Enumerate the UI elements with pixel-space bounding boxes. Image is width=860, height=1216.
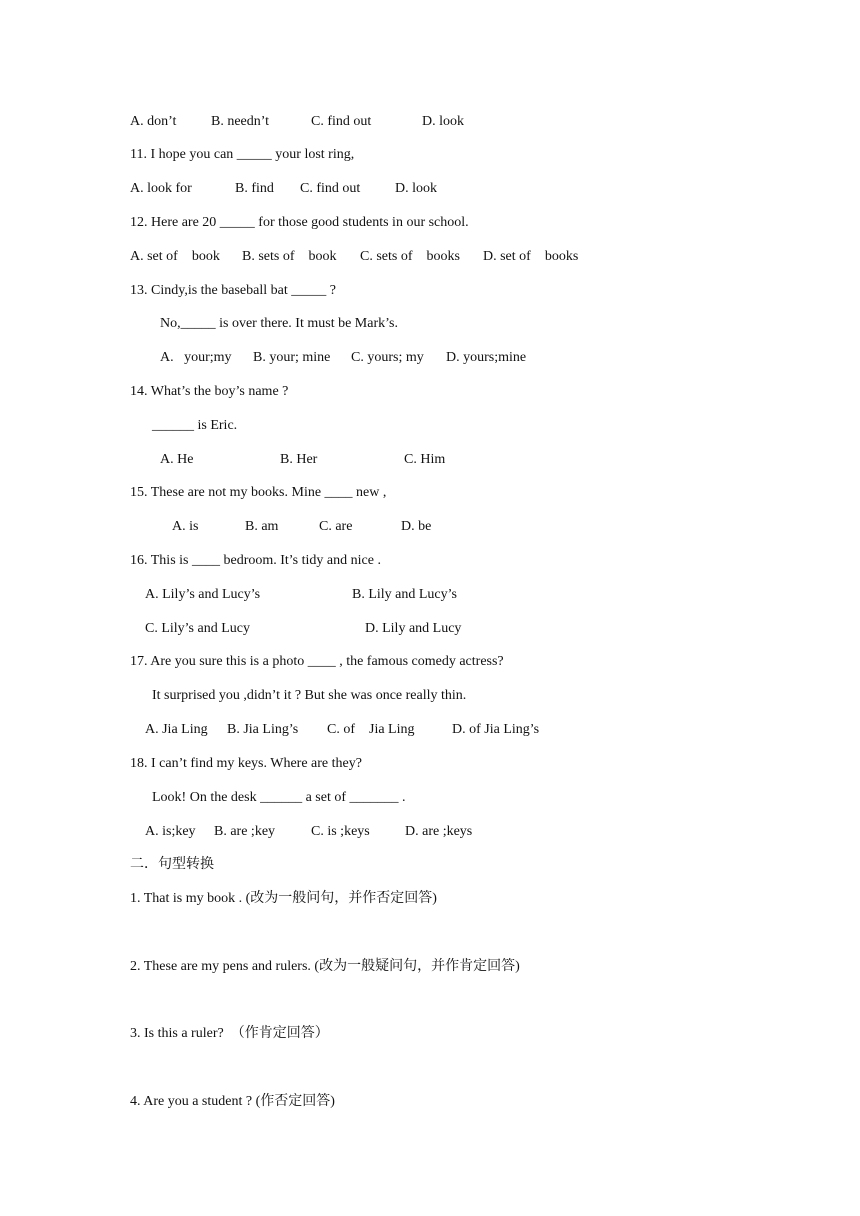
q14-option-b: B. Her	[280, 452, 318, 467]
section-2-heading: 二．句型转换	[130, 857, 214, 872]
q14-option-c: C. Him	[404, 452, 446, 467]
q13-option-c: C. yours; my	[351, 350, 424, 365]
q12-question: 12. Here are 20 _____ for those good students in our school.	[130, 215, 469, 230]
q13-option-d: D. yours;mine	[446, 350, 527, 365]
q17-option-a: A. Jia Ling	[145, 722, 208, 737]
q18-answer-line: Look! On the desk ______ a set of _______ .	[152, 790, 406, 805]
q13-option-b: B. your; mine	[253, 350, 331, 365]
q14-question: 14. What’s the boy’s name ?	[130, 384, 289, 399]
q15-option-a: A. is	[172, 519, 199, 534]
q15-option-c: C. are	[319, 519, 353, 534]
q16-question: 16. This is ____ bedroom. It’s tidy and nice .	[130, 553, 381, 568]
q11-option-b: B. find	[235, 181, 274, 196]
q10-option-c: C. find out	[311, 114, 372, 129]
transform-item-4: 4. Are you a student ? (作否定回答)	[130, 1094, 335, 1109]
q12-option-a: A. set of book	[130, 249, 220, 264]
q17-option-d: D. of Jia Ling’s	[452, 722, 540, 737]
transform-item-3: 3. Is this a ruler? （作肯定回答）	[130, 1026, 329, 1041]
q18-question: 18. I can’t find my keys. Where are they?	[130, 756, 362, 771]
q13-option-a: A. your;my	[160, 350, 232, 365]
q15-question: 15. These are not my books. Mine ____ new ,	[130, 485, 387, 500]
q17-question: 17. Are you sure this is a photo ____ , the famous comedy actress?	[130, 654, 504, 669]
q15-option-b: B. am	[245, 519, 279, 534]
q15-option-d: D. be	[401, 519, 432, 534]
q18-option-d: D. are ;keys	[405, 824, 473, 839]
q11-question: 11. I hope you can _____ your lost ring,	[130, 147, 355, 162]
transform-item-2: 2. These are my pens and rulers. (改为一般疑问句，并作肯定回答)	[130, 959, 520, 974]
q12-option-c: C. sets of books	[360, 249, 460, 264]
q11-option-c: C. find out	[300, 181, 361, 196]
q16-option-c: C. Lily’s and Lucy	[145, 621, 250, 636]
q13-question: 13. Cindy,is the baseball bat _____ ?	[130, 283, 336, 298]
q14-option-a: A. He	[160, 452, 194, 467]
q10-option-a: A. don’t	[130, 114, 177, 129]
q17-answer-line: It surprised you ,didn’t it ? But she was once really thin.	[152, 688, 467, 703]
q18-option-b: B. are ;key	[214, 824, 276, 839]
q10-option-b: B. needn’t	[211, 114, 270, 129]
q17-option-c: C. of Jia Ling	[327, 722, 415, 737]
q11-option-d: D. look	[395, 181, 437, 196]
q10-option-d: D. look	[422, 114, 464, 129]
q16-option-d: D. Lily and Lucy	[365, 621, 462, 636]
q17-option-b: B. Jia Ling’s	[227, 722, 299, 737]
q18-option-a: A. is;key	[145, 824, 196, 839]
q12-option-d: D. set of books	[483, 249, 579, 264]
q18-option-c: C. is ;keys	[311, 824, 370, 839]
q11-option-a: A. look for	[130, 181, 192, 196]
q12-option-b: B. sets of book	[242, 249, 337, 264]
q16-option-a: A. Lily’s and Lucy’s	[145, 587, 261, 602]
q13-answer-line: No,_____ is over there. It must be Mark’s.	[160, 316, 398, 331]
transform-item-1: 1. That is my book . (改为一般问句，并作否定回答)	[130, 891, 437, 906]
q16-option-b: B. Lily and Lucy’s	[352, 587, 457, 602]
q14-answer-line: ______ is Eric.	[152, 418, 238, 433]
